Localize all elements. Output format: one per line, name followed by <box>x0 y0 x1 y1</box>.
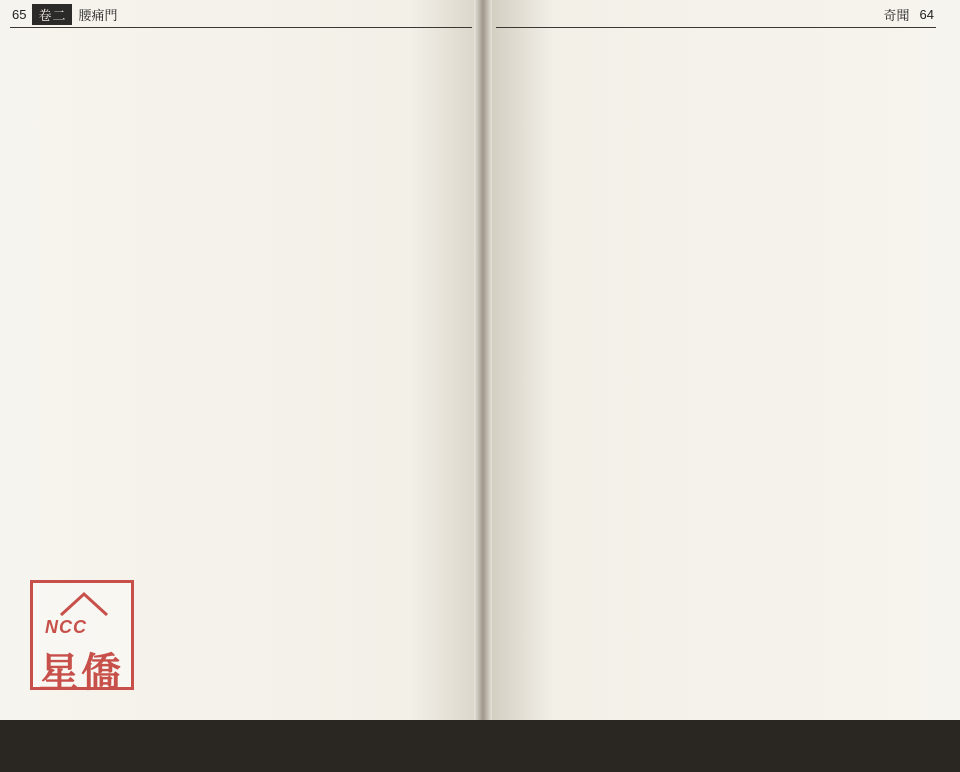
book-gutter <box>474 0 492 720</box>
right-text-column <box>673 36 703 712</box>
left-text-column <box>350 36 379 712</box>
watermark-name: 星僑 <box>39 650 123 696</box>
left-text-column <box>253 36 282 712</box>
right-text-column <box>871 36 901 712</box>
right-text-column <box>607 36 637 712</box>
triangle-logo-icon <box>57 591 111 617</box>
right-text-column <box>541 36 571 712</box>
volume-label: 卷二 <box>32 4 72 25</box>
section-header: 腰痛門 <box>78 8 118 24</box>
left-text-column <box>221 36 250 712</box>
left-text-column <box>285 36 314 712</box>
left-page-number: 65 <box>12 6 27 22</box>
right-text-columns <box>494 36 934 712</box>
right-text-column <box>838 36 868 712</box>
watermark-brand: NCC <box>45 617 87 637</box>
left-text-column <box>156 36 185 712</box>
left-header-rule <box>10 27 472 28</box>
right-header-text: 奇聞 <box>883 8 910 24</box>
right-text-column <box>574 36 604 712</box>
left-text-column <box>382 36 411 712</box>
right-text-column <box>508 36 538 712</box>
left-page-header <box>12 2 118 26</box>
right-header-rule <box>496 27 936 28</box>
left-text-column <box>414 36 443 772</box>
left-text-column <box>317 36 346 712</box>
right-text-column <box>772 36 802 712</box>
right-text-column <box>739 36 769 712</box>
watermark-stamp <box>30 580 134 696</box>
right-text-column <box>805 36 835 712</box>
right-text-column <box>904 36 934 712</box>
right-text-column <box>706 36 736 712</box>
left-text-column <box>447 36 476 712</box>
right-text-column <box>640 36 670 712</box>
right-page-number: 64 <box>919 6 934 22</box>
left-text-column <box>188 36 217 712</box>
right-page-header <box>884 2 934 26</box>
